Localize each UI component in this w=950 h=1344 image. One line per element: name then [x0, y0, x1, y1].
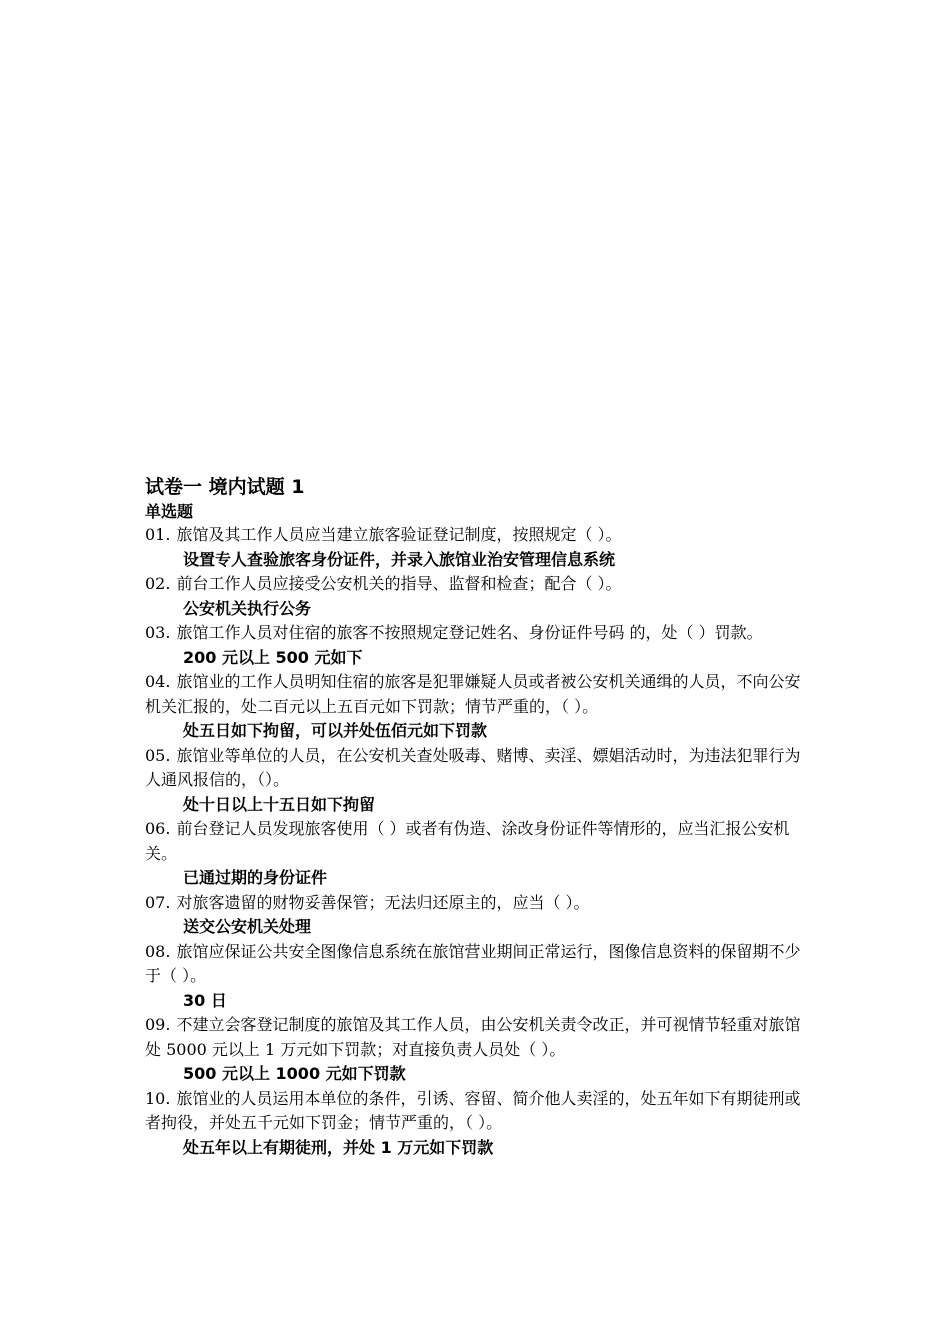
question-number: 01. [145, 525, 171, 544]
question-text: 旅馆业等单位的人员，在公安机关查处吸毒、赌博、卖淫、嫖娼活动时，为违法犯罪行为人通风报信的，（）。 [145, 745, 801, 789]
answer-10: 处五年以上有期徒刑，并处 1 万元如下罚款 [183, 1137, 494, 1157]
answer-09: 500 元以上 1000 元如下罚款 [183, 1064, 406, 1083]
question-text: 旅馆及其工作人员应当建立旅客验证登记制度，按照规定（ ）。 [176, 525, 622, 544]
question-07 [145, 891, 807, 916]
question-number: 02. [145, 574, 171, 593]
question-04 [145, 670, 807, 719]
question-08 [145, 940, 807, 989]
question-number: 09. [145, 1015, 171, 1034]
question-text: 前台工作人员应接受公安机关的指导、监督和检查；配合（ ）。 [176, 574, 622, 593]
question-text: 对旅客遗留的财物妥善保管；无法归还原主的，应当（ ）。 [176, 892, 590, 912]
question-number: 07. [145, 892, 171, 912]
answer-06: 已通过期的身份证件 [183, 868, 328, 887]
question-number: 10. [145, 1088, 171, 1108]
question-number: 05. [145, 745, 171, 765]
question-number: 03. [145, 623, 171, 642]
question-number: 08. [145, 941, 171, 961]
question-text: 旅馆业的人员运用本单位的条件，引诱、容留、简介他人卖淫的，处五年如下有期徒刑或者拘役，并处五千元如下罚金；情节严重的，（ ）。 [145, 1088, 801, 1132]
section-heading: 单选题 [145, 502, 194, 521]
answer-02: 公安机关执行公务 [183, 598, 312, 618]
question-text: 旅馆工作人员对住宿的旅客不按照规定登记姓名、身份证件号码 的，处（ ）罚款。 [176, 623, 763, 642]
question-02 [145, 572, 807, 597]
answer-08: 30 日 [183, 990, 227, 1010]
question-number: 04. [145, 672, 171, 691]
answer-04: 处五日如下拘留，可以并处伍佰元如下罚款 [183, 721, 488, 740]
answer-05: 处十日以上十五日如下拘留 [183, 794, 376, 814]
document-page [145, 474, 807, 1160]
question-number: 06. [145, 819, 171, 838]
question-01 [145, 523, 807, 548]
question-text: 旅馆应保证公共安全图像信息系统在旅馆营业期间正常运行，图像信息资料的保留期不少于（ ）。 [145, 941, 801, 985]
answer-01: 设置专人查验旅客身份证件，并录入旅馆业治安管理信息系统 [183, 549, 616, 569]
answer-03: 200 元以上 500 元如下 [183, 647, 363, 667]
question-list [145, 523, 807, 1160]
question-06 [145, 817, 807, 866]
question-03 [145, 621, 807, 646]
question-10 [145, 1087, 807, 1136]
question-09 [145, 1013, 807, 1062]
question-text: 不建立会客登记制度的旅馆及其工作人员，由公安机关责令改正，并可视情节轻重对旅馆处 5000 元以上 1 万元如下罚款；对直接负责人员处（ ）。 [145, 1015, 801, 1059]
question-text: 前台登记人员发现旅客使用（ ）或者有伪造、涂改身份证件等情形的，应当汇报公安机关。 [145, 819, 790, 863]
exam-title: 试卷一 境内试题 1 [145, 476, 305, 498]
question-text: 旅馆业的工作人员明知住宿的旅客是犯罪嫌疑人员或者被公安机关通缉的人员，不向公安机关汇报的，处二百元以上五百元如下罚款；情节严重的，（ ）。 [145, 672, 801, 716]
answer-07: 送交公安机关处理 [183, 917, 312, 936]
question-05 [145, 744, 807, 793]
